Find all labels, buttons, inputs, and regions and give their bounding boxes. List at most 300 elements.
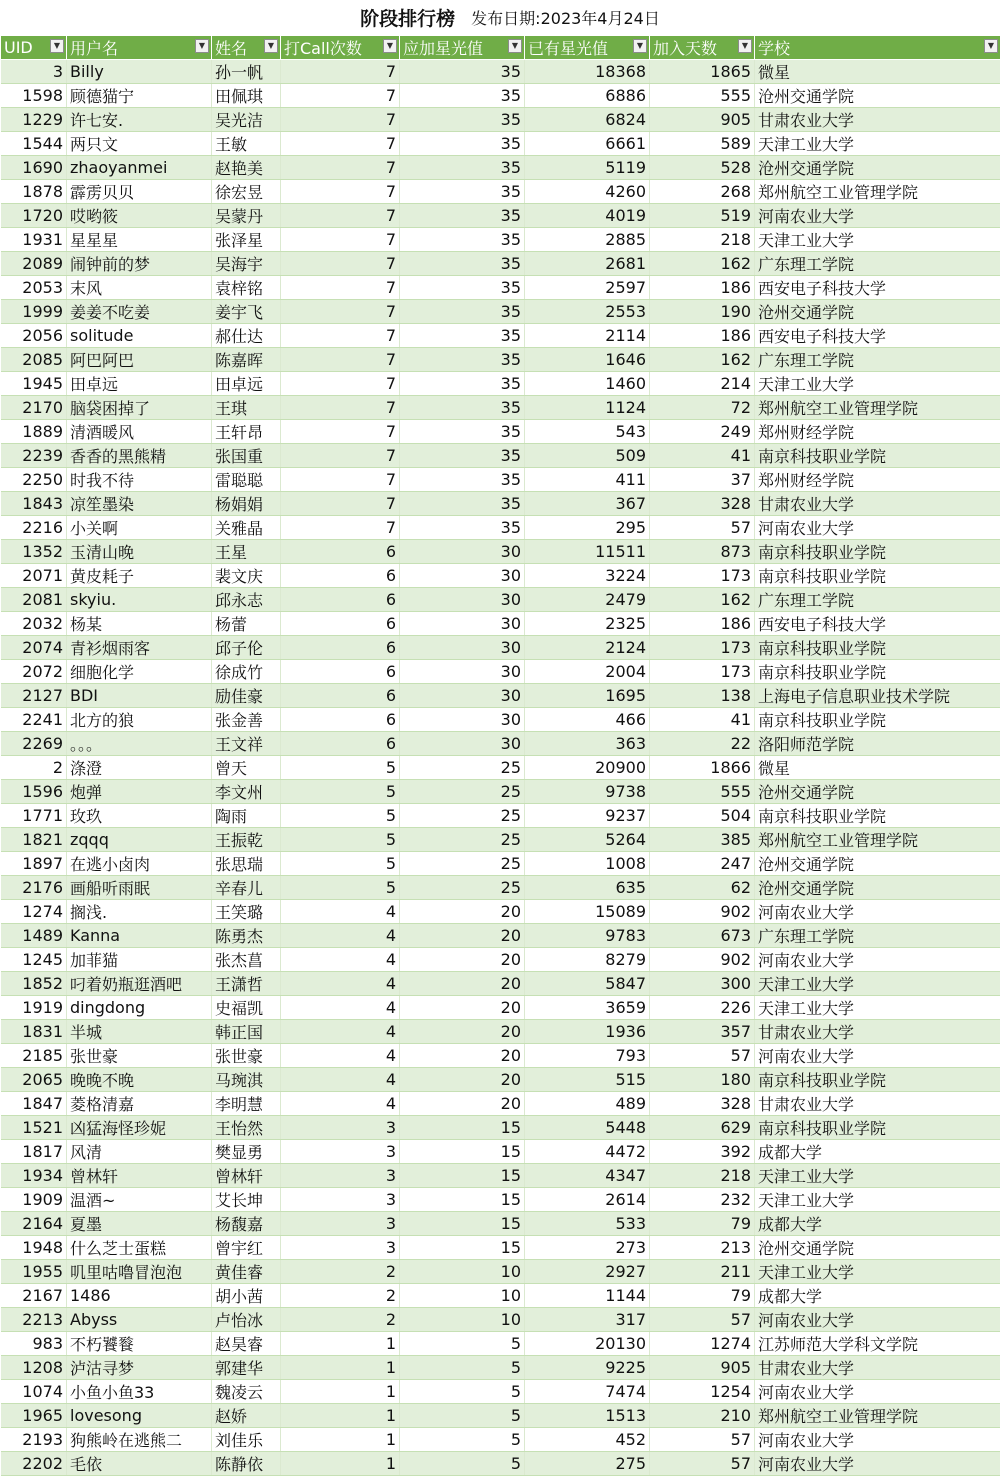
cell-call-count[interactable]: 4 (281, 948, 400, 972)
cell-call-count[interactable]: 7 (281, 156, 400, 180)
cell-join-days[interactable]: 504 (650, 804, 755, 828)
cell-add-stars[interactable]: 35 (400, 372, 525, 396)
cell-join-days[interactable]: 41 (650, 708, 755, 732)
cell-name[interactable]: 郭建华 (212, 1356, 281, 1380)
cell-uid[interactable]: 2239 (1, 444, 67, 468)
cell-call-count[interactable]: 7 (281, 228, 400, 252)
cell-name[interactable]: 姜宇飞 (212, 300, 281, 324)
cell-have-stars[interactable]: 9237 (525, 804, 650, 828)
cell-uid[interactable]: 1821 (1, 828, 67, 852)
cell-name[interactable]: 陈嘉晖 (212, 348, 281, 372)
cell-uid[interactable]: 2170 (1, 396, 67, 420)
cell-school[interactable]: 上海电子信息职业技术学院 (755, 684, 1000, 708)
cell-call-count[interactable]: 6 (281, 564, 400, 588)
cell-name[interactable]: 张国重 (212, 444, 281, 468)
cell-school[interactable]: 成都大学 (755, 1284, 1000, 1308)
cell-uid[interactable]: 1817 (1, 1140, 67, 1164)
cell-uid[interactable]: 1229 (1, 108, 67, 132)
cell-name[interactable]: 王琪 (212, 396, 281, 420)
cell-username[interactable]: BDI (67, 684, 212, 708)
cell-username[interactable]: zhaoyanmei (67, 156, 212, 180)
cell-call-count[interactable]: 2 (281, 1308, 400, 1332)
cell-call-count[interactable]: 7 (281, 132, 400, 156)
cell-username[interactable]: 清酒暖风 (67, 420, 212, 444)
cell-school[interactable]: 南京科技职业学院 (755, 708, 1000, 732)
cell-add-stars[interactable]: 35 (400, 156, 525, 180)
cell-join-days[interactable]: 249 (650, 420, 755, 444)
cell-call-count[interactable]: 6 (281, 732, 400, 756)
cell-call-count[interactable]: 7 (281, 276, 400, 300)
cell-school[interactable]: 南京科技职业学院 (755, 540, 1000, 564)
cell-name[interactable]: 辛春儿 (212, 876, 281, 900)
cell-call-count[interactable]: 4 (281, 1068, 400, 1092)
cell-username[interactable]: 杨某 (67, 612, 212, 636)
cell-uid[interactable]: 2250 (1, 468, 67, 492)
cell-add-stars[interactable]: 35 (400, 180, 525, 204)
cell-school[interactable]: 河南农业大学 (755, 516, 1000, 540)
filter-dropdown-icon[interactable]: ▼ (383, 39, 397, 53)
cell-name[interactable]: 曾林轩 (212, 1164, 281, 1188)
cell-uid[interactable]: 983 (1, 1332, 67, 1356)
cell-add-stars[interactable]: 20 (400, 948, 525, 972)
cell-username[interactable]: 凶猛海怪珍妮 (67, 1116, 212, 1140)
cell-have-stars[interactable]: 3659 (525, 996, 650, 1020)
cell-uid[interactable]: 2241 (1, 708, 67, 732)
cell-school[interactable]: 南京科技职业学院 (755, 1068, 1000, 1092)
cell-call-count[interactable]: 4 (281, 1020, 400, 1044)
cell-username[interactable]: Kanna (67, 924, 212, 948)
cell-add-stars[interactable]: 20 (400, 1020, 525, 1044)
filter-dropdown-icon[interactable]: ▼ (195, 39, 209, 53)
cell-have-stars[interactable]: 6824 (525, 108, 650, 132)
cell-add-stars[interactable]: 5 (400, 1332, 525, 1356)
cell-school[interactable]: 南京科技职业学院 (755, 564, 1000, 588)
cell-call-count[interactable]: 6 (281, 540, 400, 564)
cell-school[interactable]: 郑州航空工业管理学院 (755, 828, 1000, 852)
cell-name[interactable]: 刘佳乐 (212, 1428, 281, 1452)
cell-uid[interactable]: 2074 (1, 636, 67, 660)
cell-have-stars[interactable]: 1646 (525, 348, 650, 372)
cell-have-stars[interactable]: 9225 (525, 1356, 650, 1380)
cell-have-stars[interactable]: 2479 (525, 588, 650, 612)
cell-join-days[interactable]: 247 (650, 852, 755, 876)
cell-school[interactable]: 甘肃农业大学 (755, 1020, 1000, 1044)
cell-username[interactable]: 。。。 (67, 732, 212, 756)
cell-have-stars[interactable]: 2004 (525, 660, 650, 684)
cell-have-stars[interactable]: 7474 (525, 1380, 650, 1404)
cell-school[interactable]: 郑州航空工业管理学院 (755, 180, 1000, 204)
cell-add-stars[interactable]: 30 (400, 684, 525, 708)
cell-school[interactable]: 洛阳师范学院 (755, 732, 1000, 756)
cell-add-stars[interactable]: 15 (400, 1236, 525, 1260)
cell-have-stars[interactable]: 15089 (525, 900, 650, 924)
cell-username[interactable]: 狗熊岭在逃熊二 (67, 1428, 212, 1452)
cell-name[interactable]: 胡小茜 (212, 1284, 281, 1308)
cell-uid[interactable]: 1919 (1, 996, 67, 1020)
cell-username[interactable]: 温酒~ (67, 1188, 212, 1212)
cell-call-count[interactable]: 1 (281, 1428, 400, 1452)
cell-uid[interactable]: 1274 (1, 900, 67, 924)
cell-add-stars[interactable]: 20 (400, 1044, 525, 1068)
cell-join-days[interactable]: 214 (650, 372, 755, 396)
cell-username[interactable]: Abyss (67, 1308, 212, 1332)
cell-call-count[interactable]: 7 (281, 444, 400, 468)
cell-have-stars[interactable]: 20900 (525, 756, 650, 780)
cell-username[interactable]: 阿巴阿巴 (67, 348, 212, 372)
cell-name[interactable]: 张思瑞 (212, 852, 281, 876)
cell-uid[interactable]: 1965 (1, 1404, 67, 1428)
cell-school[interactable]: 沧州交通学院 (755, 876, 1000, 900)
cell-have-stars[interactable]: 11511 (525, 540, 650, 564)
cell-school[interactable]: 河南农业大学 (755, 1428, 1000, 1452)
cell-uid[interactable]: 2164 (1, 1212, 67, 1236)
cell-join-days[interactable]: 173 (650, 564, 755, 588)
cell-school[interactable]: 甘肃农业大学 (755, 1092, 1000, 1116)
cell-username[interactable]: 炮弹 (67, 780, 212, 804)
cell-add-stars[interactable]: 35 (400, 396, 525, 420)
cell-add-stars[interactable]: 35 (400, 276, 525, 300)
cell-username[interactable]: 田卓远 (67, 372, 212, 396)
cell-join-days[interactable]: 186 (650, 612, 755, 636)
cell-uid[interactable]: 2193 (1, 1428, 67, 1452)
cell-add-stars[interactable]: 15 (400, 1212, 525, 1236)
cell-uid[interactable]: 2065 (1, 1068, 67, 1092)
cell-add-stars[interactable]: 5 (400, 1452, 525, 1476)
cell-school[interactable]: 江苏师范大学科文学院 (755, 1332, 1000, 1356)
cell-call-count[interactable]: 5 (281, 828, 400, 852)
cell-name[interactable]: 吴蒙丹 (212, 204, 281, 228)
cell-add-stars[interactable]: 35 (400, 204, 525, 228)
cell-add-stars[interactable]: 5 (400, 1428, 525, 1452)
cell-call-count[interactable]: 4 (281, 972, 400, 996)
cell-uid[interactable]: 2085 (1, 348, 67, 372)
cell-have-stars[interactable]: 2114 (525, 324, 650, 348)
cell-school[interactable]: 西安电子科技大学 (755, 612, 1000, 636)
cell-school[interactable]: 南京科技职业学院 (755, 444, 1000, 468)
cell-uid[interactable]: 2053 (1, 276, 67, 300)
cell-add-stars[interactable]: 30 (400, 732, 525, 756)
cell-have-stars[interactable]: 1124 (525, 396, 650, 420)
cell-have-stars[interactable]: 2614 (525, 1188, 650, 1212)
cell-school[interactable]: 成都大学 (755, 1212, 1000, 1236)
cell-have-stars[interactable]: 489 (525, 1092, 650, 1116)
cell-school[interactable]: 郑州财经学院 (755, 468, 1000, 492)
cell-have-stars[interactable]: 367 (525, 492, 650, 516)
cell-uid[interactable]: 1831 (1, 1020, 67, 1044)
cell-add-stars[interactable]: 35 (400, 60, 525, 84)
cell-username[interactable]: 两只文 (67, 132, 212, 156)
cell-school[interactable]: 微星 (755, 60, 1000, 84)
cell-school[interactable]: 河南农业大学 (755, 204, 1000, 228)
cell-add-stars[interactable]: 20 (400, 924, 525, 948)
cell-username[interactable]: 毛依 (67, 1452, 212, 1476)
cell-uid[interactable]: 1521 (1, 1116, 67, 1140)
cell-join-days[interactable]: 173 (650, 660, 755, 684)
cell-add-stars[interactable]: 25 (400, 852, 525, 876)
cell-join-days[interactable]: 328 (650, 492, 755, 516)
cell-call-count[interactable]: 3 (281, 1236, 400, 1260)
cell-uid[interactable]: 3 (1, 60, 67, 84)
cell-name[interactable]: 王笑璐 (212, 900, 281, 924)
cell-name[interactable]: 史福凯 (212, 996, 281, 1020)
cell-join-days[interactable]: 328 (650, 1092, 755, 1116)
cell-school[interactable]: 甘肃农业大学 (755, 1356, 1000, 1380)
cell-have-stars[interactable]: 8279 (525, 948, 650, 972)
cell-name[interactable]: 杨馥嘉 (212, 1212, 281, 1236)
cell-add-stars[interactable]: 25 (400, 780, 525, 804)
cell-name[interactable]: 王文祥 (212, 732, 281, 756)
cell-have-stars[interactable]: 2124 (525, 636, 650, 660)
cell-add-stars[interactable]: 5 (400, 1356, 525, 1380)
cell-school[interactable]: 沧州交通学院 (755, 300, 1000, 324)
cell-join-days[interactable]: 300 (650, 972, 755, 996)
cell-school[interactable]: 天津工业大学 (755, 132, 1000, 156)
cell-uid[interactable]: 2216 (1, 516, 67, 540)
cell-username[interactable]: 小鱼小鱼33 (67, 1380, 212, 1404)
cell-name[interactable]: 袁梓铭 (212, 276, 281, 300)
cell-call-count[interactable]: 1 (281, 1404, 400, 1428)
cell-add-stars[interactable]: 35 (400, 468, 525, 492)
cell-uid[interactable]: 2 (1, 756, 67, 780)
cell-call-count[interactable]: 3 (281, 1116, 400, 1140)
cell-call-count[interactable]: 7 (281, 468, 400, 492)
cell-join-days[interactable]: 57 (650, 1428, 755, 1452)
cell-school[interactable]: 天津工业大学 (755, 372, 1000, 396)
cell-join-days[interactable]: 1865 (650, 60, 755, 84)
cell-call-count[interactable]: 4 (281, 900, 400, 924)
cell-join-days[interactable]: 41 (650, 444, 755, 468)
cell-name[interactable]: 艾长坤 (212, 1188, 281, 1212)
cell-join-days[interactable]: 57 (650, 1452, 755, 1476)
cell-have-stars[interactable]: 411 (525, 468, 650, 492)
cell-call-count[interactable]: 1 (281, 1452, 400, 1476)
cell-name[interactable]: 魏凌云 (212, 1380, 281, 1404)
column-header-username[interactable] (67, 36, 212, 60)
cell-join-days[interactable]: 190 (650, 300, 755, 324)
cell-school[interactable]: 河南农业大学 (755, 900, 1000, 924)
column-header-name[interactable] (212, 36, 281, 60)
cell-call-count[interactable]: 7 (281, 108, 400, 132)
cell-add-stars[interactable]: 25 (400, 828, 525, 852)
cell-username[interactable]: 凉笙墨染 (67, 492, 212, 516)
cell-name[interactable]: 陶雨 (212, 804, 281, 828)
cell-have-stars[interactable]: 4260 (525, 180, 650, 204)
cell-username[interactable]: 青衫烟雨客 (67, 636, 212, 660)
filter-dropdown-icon[interactable]: ▼ (264, 39, 278, 53)
cell-uid[interactable]: 2176 (1, 876, 67, 900)
cell-have-stars[interactable]: 793 (525, 1044, 650, 1068)
cell-name[interactable]: 邱子伦 (212, 636, 281, 660)
cell-uid[interactable]: 1878 (1, 180, 67, 204)
filter-dropdown-icon[interactable]: ▼ (508, 39, 522, 53)
cell-join-days[interactable]: 162 (650, 348, 755, 372)
column-header-uid[interactable] (1, 36, 67, 60)
cell-name[interactable]: 樊显勇 (212, 1140, 281, 1164)
cell-uid[interactable]: 1489 (1, 924, 67, 948)
cell-have-stars[interactable]: 275 (525, 1452, 650, 1476)
cell-school[interactable]: 微星 (755, 756, 1000, 780)
column-header-call-count[interactable] (281, 36, 400, 60)
cell-uid[interactable]: 1955 (1, 1260, 67, 1284)
cell-add-stars[interactable]: 30 (400, 540, 525, 564)
cell-add-stars[interactable]: 5 (400, 1380, 525, 1404)
cell-join-days[interactable]: 673 (650, 924, 755, 948)
cell-username[interactable]: solitude (67, 324, 212, 348)
cell-join-days[interactable]: 528 (650, 156, 755, 180)
cell-school[interactable]: 成都大学 (755, 1140, 1000, 1164)
cell-username[interactable]: 霹雳贝贝 (67, 180, 212, 204)
cell-join-days[interactable]: 555 (650, 84, 755, 108)
cell-add-stars[interactable]: 25 (400, 876, 525, 900)
cell-uid[interactable]: 1596 (1, 780, 67, 804)
cell-name[interactable]: 田佩琪 (212, 84, 281, 108)
cell-call-count[interactable]: 6 (281, 660, 400, 684)
cell-call-count[interactable]: 5 (281, 804, 400, 828)
cell-username[interactable]: zqqq (67, 828, 212, 852)
cell-username[interactable]: 在逃小卤肉 (67, 852, 212, 876)
cell-name[interactable]: 韩正国 (212, 1020, 281, 1044)
cell-name[interactable]: 杨娟娟 (212, 492, 281, 516)
cell-have-stars[interactable]: 2681 (525, 252, 650, 276)
cell-name[interactable]: 王星 (212, 540, 281, 564)
cell-name[interactable]: 吴光洁 (212, 108, 281, 132)
cell-have-stars[interactable]: 452 (525, 1428, 650, 1452)
cell-call-count[interactable]: 4 (281, 924, 400, 948)
cell-username[interactable]: 叼着奶瓶逛酒吧 (67, 972, 212, 996)
cell-add-stars[interactable]: 25 (400, 804, 525, 828)
cell-name[interactable]: 马琬淇 (212, 1068, 281, 1092)
cell-add-stars[interactable]: 30 (400, 636, 525, 660)
cell-uid[interactable]: 1208 (1, 1356, 67, 1380)
cell-add-stars[interactable]: 35 (400, 324, 525, 348)
cell-have-stars[interactable]: 317 (525, 1308, 650, 1332)
cell-join-days[interactable]: 1866 (650, 756, 755, 780)
cell-name[interactable]: 郝仕达 (212, 324, 281, 348)
cell-add-stars[interactable]: 20 (400, 972, 525, 996)
cell-have-stars[interactable]: 2885 (525, 228, 650, 252)
cell-join-days[interactable]: 173 (650, 636, 755, 660)
cell-have-stars[interactable]: 635 (525, 876, 650, 900)
cell-join-days[interactable]: 519 (650, 204, 755, 228)
cell-school[interactable]: 甘肃农业大学 (755, 492, 1000, 516)
cell-school[interactable]: 沧州交通学院 (755, 780, 1000, 804)
cell-uid[interactable]: 1931 (1, 228, 67, 252)
cell-name[interactable]: 曾天 (212, 756, 281, 780)
cell-name[interactable]: 王振乾 (212, 828, 281, 852)
cell-username[interactable]: 玉清山晚 (67, 540, 212, 564)
cell-username[interactable]: 香香的黑熊精 (67, 444, 212, 468)
cell-username[interactable]: 菱格清嘉 (67, 1092, 212, 1116)
cell-name[interactable]: 雷聪聪 (212, 468, 281, 492)
cell-name[interactable]: 张杰菖 (212, 948, 281, 972)
cell-call-count[interactable]: 6 (281, 588, 400, 612)
cell-have-stars[interactable]: 2553 (525, 300, 650, 324)
cell-uid[interactable]: 1245 (1, 948, 67, 972)
cell-add-stars[interactable]: 35 (400, 84, 525, 108)
cell-name[interactable]: 徐宏昱 (212, 180, 281, 204)
cell-call-count[interactable]: 3 (281, 1212, 400, 1236)
cell-add-stars[interactable]: 10 (400, 1308, 525, 1332)
cell-username[interactable]: 细胞化学 (67, 660, 212, 684)
cell-uid[interactable]: 1889 (1, 420, 67, 444)
cell-call-count[interactable]: 7 (281, 84, 400, 108)
cell-join-days[interactable]: 211 (650, 1260, 755, 1284)
cell-have-stars[interactable]: 5264 (525, 828, 650, 852)
cell-join-days[interactable]: 186 (650, 276, 755, 300)
cell-name[interactable]: 卢怡冰 (212, 1308, 281, 1332)
cell-add-stars[interactable]: 35 (400, 492, 525, 516)
cell-username[interactable]: 姜姜不吃姜 (67, 300, 212, 324)
cell-school[interactable]: 广东理工学院 (755, 924, 1000, 948)
cell-uid[interactable]: 2089 (1, 252, 67, 276)
cell-join-days[interactable]: 902 (650, 900, 755, 924)
cell-have-stars[interactable]: 20130 (525, 1332, 650, 1356)
cell-call-count[interactable]: 7 (281, 516, 400, 540)
cell-join-days[interactable]: 905 (650, 108, 755, 132)
column-header-have-stars[interactable] (525, 36, 650, 60)
cell-join-days[interactable]: 1254 (650, 1380, 755, 1404)
cell-have-stars[interactable]: 273 (525, 1236, 650, 1260)
cell-join-days[interactable]: 629 (650, 1116, 755, 1140)
cell-school[interactable]: 天津工业大学 (755, 972, 1000, 996)
cell-add-stars[interactable]: 35 (400, 444, 525, 468)
cell-name[interactable]: 王敏 (212, 132, 281, 156)
cell-join-days[interactable]: 392 (650, 1140, 755, 1164)
cell-call-count[interactable]: 6 (281, 708, 400, 732)
cell-join-days[interactable]: 72 (650, 396, 755, 420)
cell-have-stars[interactable]: 4019 (525, 204, 650, 228)
cell-add-stars[interactable]: 30 (400, 612, 525, 636)
cell-have-stars[interactable]: 1513 (525, 1404, 650, 1428)
cell-name[interactable]: 张金善 (212, 708, 281, 732)
cell-add-stars[interactable]: 15 (400, 1188, 525, 1212)
cell-username[interactable]: 黄皮耗子 (67, 564, 212, 588)
cell-username[interactable]: 风清 (67, 1140, 212, 1164)
cell-have-stars[interactable]: 2325 (525, 612, 650, 636)
cell-school[interactable]: 沧州交通学院 (755, 852, 1000, 876)
cell-name[interactable]: 裴文庆 (212, 564, 281, 588)
cell-username[interactable]: skyiu. (67, 588, 212, 612)
cell-join-days[interactable]: 268 (650, 180, 755, 204)
cell-have-stars[interactable]: 2597 (525, 276, 650, 300)
cell-join-days[interactable]: 62 (650, 876, 755, 900)
cell-call-count[interactable]: 4 (281, 1044, 400, 1068)
filter-dropdown-icon[interactable]: ▼ (738, 39, 752, 53)
cell-username[interactable]: 顾德猫宁 (67, 84, 212, 108)
cell-call-count[interactable]: 4 (281, 1092, 400, 1116)
cell-have-stars[interactable]: 543 (525, 420, 650, 444)
cell-call-count[interactable]: 3 (281, 1188, 400, 1212)
cell-call-count[interactable]: 2 (281, 1260, 400, 1284)
cell-school[interactable]: 西安电子科技大学 (755, 276, 1000, 300)
cell-uid[interactable]: 1847 (1, 1092, 67, 1116)
cell-uid[interactable]: 1771 (1, 804, 67, 828)
cell-join-days[interactable]: 873 (650, 540, 755, 564)
cell-call-count[interactable]: 3 (281, 1164, 400, 1188)
cell-join-days[interactable]: 218 (650, 1164, 755, 1188)
cell-call-count[interactable]: 7 (281, 204, 400, 228)
cell-have-stars[interactable]: 6886 (525, 84, 650, 108)
cell-uid[interactable]: 1690 (1, 156, 67, 180)
cell-have-stars[interactable]: 18368 (525, 60, 650, 84)
cell-uid[interactable]: 2081 (1, 588, 67, 612)
cell-username[interactable]: 玫玖 (67, 804, 212, 828)
cell-join-days[interactable]: 589 (650, 132, 755, 156)
cell-have-stars[interactable]: 2927 (525, 1260, 650, 1284)
cell-uid[interactable]: 1544 (1, 132, 67, 156)
cell-username[interactable]: 涤澄 (67, 756, 212, 780)
cell-join-days[interactable]: 226 (650, 996, 755, 1020)
